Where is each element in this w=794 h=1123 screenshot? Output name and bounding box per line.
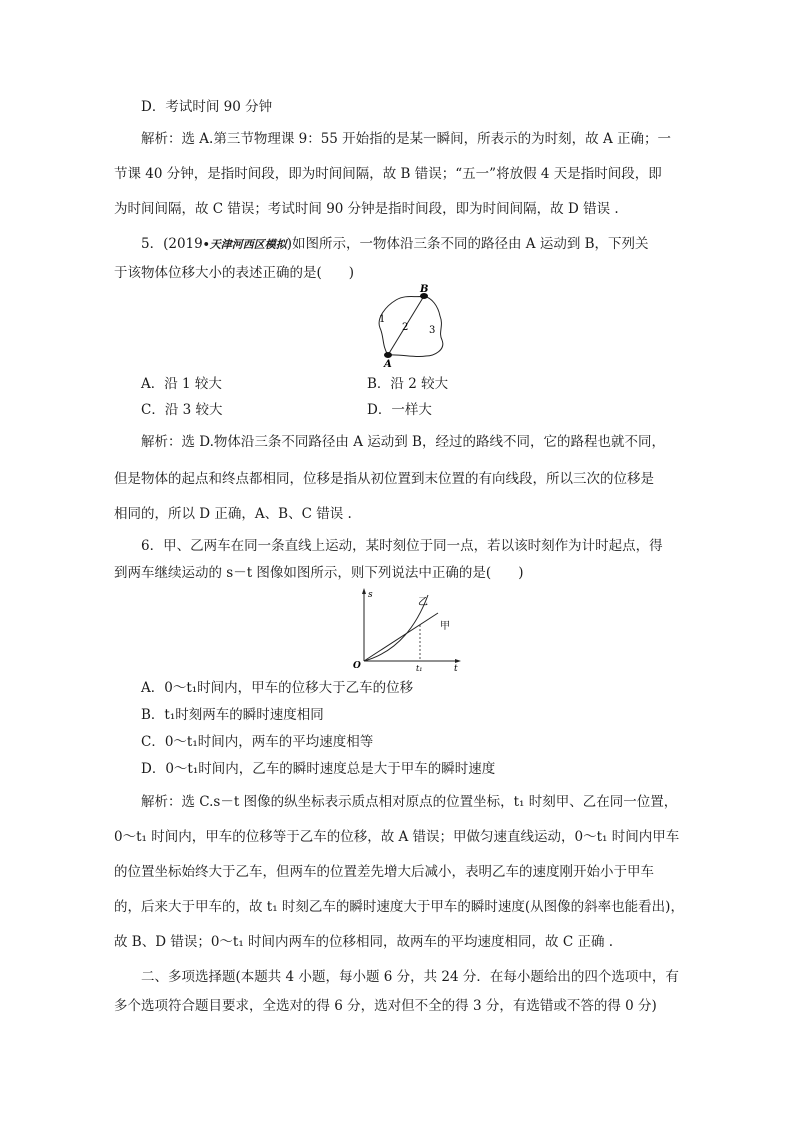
q6-option-c: C．0～t₁时间内，两车的平均速度相等 (141, 734, 374, 750)
q5-stem-line-1 (141, 236, 649, 253)
q5-stem-rest: )如图所示，一物体沿三条不同的路径由 A 运动到 B，下列关 (286, 236, 649, 252)
q6-analysis-line-3: 的位置坐标始终大于乙车，但两车的位置差先增大后减小，表明乙车的速度刚开始小于甲车 (114, 864, 654, 880)
axis-label-t: t (454, 664, 458, 671)
q5-number: 5．(2019 (141, 236, 203, 252)
label-a: A (384, 359, 392, 370)
q6-analysis-line-1: 解析：选 C.s－t 图像的纵坐标表示质点相对原点的位置坐标，t₁ 时刻甲、乙在同一位置， (141, 794, 678, 810)
section-2-heading-line-2: 多个选项符合题目要求，全选对的得 6 分，选对但不全的得 3 分，有选错或不答的得 0 分) (114, 998, 657, 1014)
label-path-3: 3 (429, 325, 436, 336)
curve-label-yi: 乙 (418, 597, 428, 608)
q6-option-a: A．0～t₁时间内，甲车的位移大于乙车的位移 (141, 680, 414, 696)
q4-option-d: D．考试时间 90 分钟 (141, 99, 273, 115)
q6-stem-line-2: 到两车继续运动的 s－t 图像如图所示，则下列说法中正确的是( ) (114, 565, 524, 581)
q5-stem-line-2: 于该物体位移大小的表述正确的是( ) (114, 265, 355, 281)
label-path-1: 1 (379, 314, 386, 325)
section-2-heading-line-1: 二、多项选择题(本题共 4 小题，每小题 6 分，共 24 分．在每小题给出的四个选项中，有 (141, 969, 679, 985)
y-axis-arrow (362, 588, 366, 594)
q6-option-b: B．t₁时刻两车的瞬时速度相同 (141, 707, 324, 723)
x-axis-arrow (455, 659, 461, 663)
q5-option-d: D．一样大 (367, 402, 432, 418)
point-a-marker (384, 352, 392, 358)
q5-analysis-line-1: 解析：选 D.物体沿三条不同路径由 A 运动到 B，经过的路线不同，它的路程也就不同， (141, 434, 665, 450)
q5-source: •天津河西区模拟 (202, 238, 287, 251)
q5-option-c: C．沿 3 较大 (141, 402, 223, 418)
q6-st-graph (350, 585, 466, 671)
q6-option-d: D．0～t₁时间内，乙车的瞬时速度总是大于甲车的瞬时速度 (141, 761, 496, 777)
label-b: B (420, 284, 429, 295)
tick-label-t1: t₁ (416, 664, 423, 671)
q6-analysis-line-5: 故 B、D 错误；0～t₁ 时间内两车的位移相同，故两车的平均速度相同，故 C 正确 . (114, 934, 614, 950)
line-label-jia: 甲 (440, 621, 450, 632)
q5-path-figure (368, 284, 458, 370)
q6-analysis-line-4: 的，后来大于甲车的，故 t₁ 时刻乙车的瞬时速度大于甲车的瞬时速度(从图像的斜率也能看出)， (114, 899, 684, 915)
axis-label-s: s (368, 590, 373, 600)
q5-option-b: B．沿 2 较大 (367, 376, 449, 392)
q6-stem-line-1: 6．甲、乙两车在同一条直线上运动，某时刻位于同一点，若以该时刻作为计时起点，得 (141, 538, 663, 554)
line-jia (364, 613, 438, 661)
q5-analysis-line-2: 但是物体的起点和终点都相同，位移是指从初位置到末位置的有向线段，所以三次的位移是 (114, 471, 654, 487)
q4-analysis-line-2: 节课 40 分钟，是指时间段，即为时间间隔，故 B 错误；“五一”将放假 4 天是指时间段，即 (114, 166, 662, 182)
q4-analysis-line-1: 解析：选 A.第三节物理课 9：55 开始指的是某一瞬间，所表示的为时刻，故 A 正确；一 (141, 131, 672, 147)
q4-analysis-line-3: 为时间间隔，故 C 错误；考试时间 90 分钟是指时间段，即为时间间隔，故 D 错误 . (114, 201, 619, 217)
q5-option-a: A．沿 1 较大 (141, 376, 222, 392)
label-path-2: 2 (402, 322, 409, 333)
q6-analysis-line-2: 0～t₁ 时间内，甲车的位移等于乙车的位移，故 A 错误；甲做匀速直线运动，0～t₁ 时间内甲车 (114, 829, 680, 845)
origin-label: O (353, 661, 361, 671)
q5-analysis-line-3: 相同的，所以 D 正确，A、B、C 错误 . (114, 506, 352, 522)
